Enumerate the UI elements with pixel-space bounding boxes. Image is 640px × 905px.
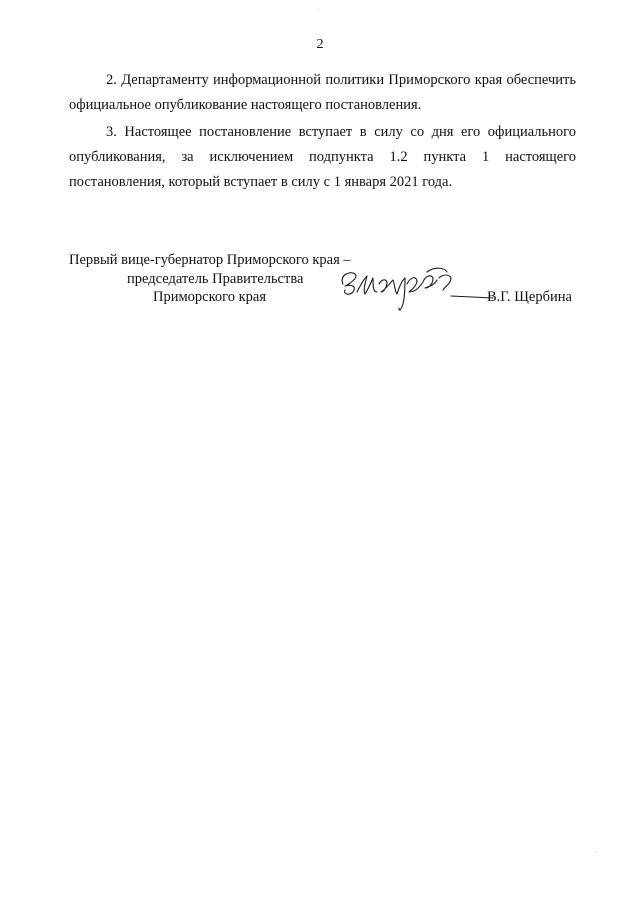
paragraph-2: 2. Департаменту информационной политики Приморского края обеспечить официальное опубликование настоящего постановления. [69,72,576,113]
signatory-name: В.Г. Щербина [487,289,572,305]
signatory-position-line-3: Приморского края [153,289,267,305]
handwritten-signature [335,262,495,314]
scan-artifact [596,852,597,853]
signatory-position-line-2: председатель Правительства [127,271,304,287]
signatory-position-line-1: Первый вице-губернатор Приморского края – [69,252,351,268]
page-number: 2 [316,37,324,52]
scan-artifact [317,9,318,10]
signature-block [0,252,640,312]
paragraph-3: 3. Настоящее постановление вступает в силу со дня его официального опубликования, за исключением подпункта 1.2 пункта 1 настоящего постановления, который вступает в силу с 1 января 2021 года. [69,124,576,190]
